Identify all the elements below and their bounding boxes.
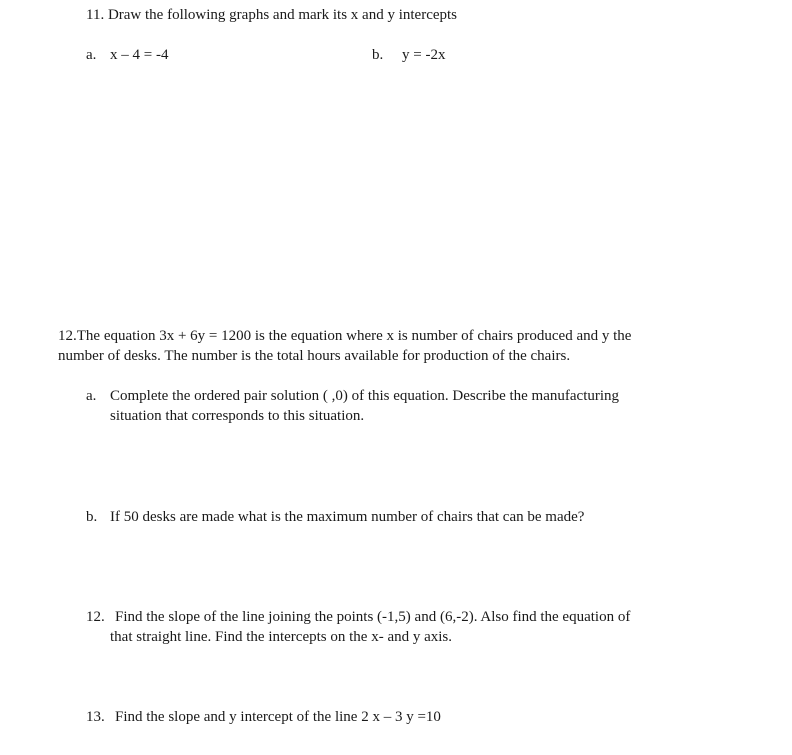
question-12a-line-2: situation that corresponds to this situation. [110,408,365,424]
question-12-slope-marker: 12. [86,609,105,625]
question-11a-marker: a. [86,47,97,63]
question-12a-marker: a. [86,388,97,404]
question-11a-equation: x – 4 = -4 [110,47,169,63]
question-12b-text: If 50 desks are made what is the maximum number of chairs that can be made? [110,509,585,525]
question-12-line-2: number of desks. The number is the total hours available for production of the chairs. [58,348,571,364]
question-13-text: Find the slope and y intercept of the line 2 x – 3 y =10 [115,709,441,725]
question-11b-marker: b. [372,47,384,63]
question-12a-line-1: Complete the ordered pair solution ( ,0) of this equation. Describe the manufacturing [110,388,620,404]
question-11-text: 11. Draw the following graphs and mark its x and y intercepts [86,7,458,23]
question-12-line-1: 12.The equation 3x + 6y = 1200 is the equation where x is number of chairs produced and y the [58,328,632,344]
question-12-slope-line-1: Find the slope of the line joining the points (-1,5) and (6,-2). Also find the equation of [115,609,631,625]
question-12b-marker: b. [86,509,98,525]
question-13-marker: 13. [86,709,105,725]
question-12-slope-line-2: that straight line. Find the intercepts on the x- and y axis. [110,629,453,645]
question-11b-equation: y = -2x [402,47,446,63]
